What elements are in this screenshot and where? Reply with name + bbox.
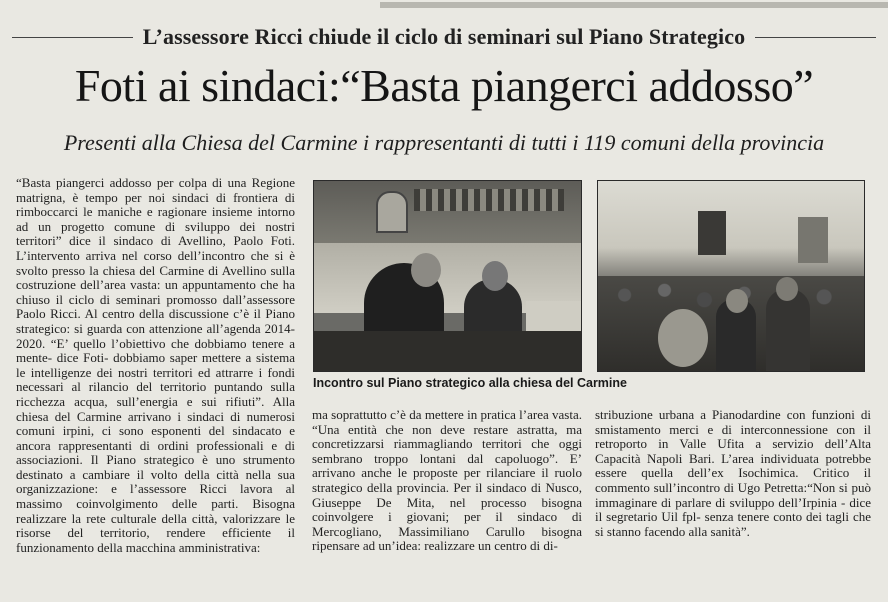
article-column-3: stribuzione urbana a Pianodardine con funzioni di smistamento merci e di interconnessione con il retroporto in Valle Ufita a servizio dell’Alta Capacità Napoli Bari. L’area individuata potrebbe essere quella dell’ex Isochimica. Critico il commento sull’incontro di Ugo Petretta:“Non si può immaginare di parlare di sviluppo dell’Irpinia - dice il segretario Uil fpl- senza tenere conto dei tagli che si stanno facendo alla sanità”. bbox=[595, 408, 871, 539]
top-rule bbox=[380, 2, 888, 8]
photo-speakers bbox=[313, 180, 582, 372]
kicker-rule-right bbox=[755, 37, 876, 38]
kicker: L’assessore Ricci chiude il ciclo di seminari sul Piano Strategico bbox=[142, 24, 746, 49]
headline: Foti ai sindaci:“Basta piangerci addosso” bbox=[74, 60, 814, 111]
photo-caption: Incontro sul Piano strategico alla chiesa del Carmine bbox=[313, 376, 627, 390]
article-column-1: “Basta piangerci addosso per colpa di una Regione matrigna, è tempo per noi sindaci di frontiera di rimboccarci le maniche e ragionare insieme intorno ad un progetto comune di sviluppo dei nostri territori” dice il sindaco di Avellino, Paolo Foti. L’intervento arriva nel corso dell’incontro che si è svolto presso la chiesa del Carmine di Avellino sulla costruzione dell’area vasta: un appuntamento che ha chiuso il ciclo di seminari promosso dall’assessore Paolo Ricci. Al centro della discussione c’è il Piano strategico: si guarda con attenzione all’agenda 2014-2020. “E’ quello l’obiettivo che dobbiamo tenere a mente- dice Foti- dobbiamo saper mettere a sistema le intelligenze dei nostri territori ed attrarre i fondi necessari al rilancio del territorio puntando sulla ricchezza acqua, sull’energia e sui rifiuti”. Alla chiesa del Carmine arrivano i sindaci di numerosi comuni irpini, ci sono esponenti del sindacato e ancora rappresentanti di ordini professionali e di associazioni. Il Piano strategico è uno strumento destinato a cambiare il volto della città nella sua organizzazione: e l’assessore Ricci lavora al massimo coinvolgimento delle parti. Bisogna realizzare la rete culturale della città, valorizzare le risorse del territorio, rendere efficiente il funzionamento della macchina amministrativa: bbox=[16, 176, 295, 555]
kicker-rule-left bbox=[12, 37, 133, 38]
subheadline: Presenti alla Chiesa del Carmine i rappresentanti di tutti i 119 comuni della provincia bbox=[63, 130, 825, 155]
kicker-line bbox=[0, 24, 888, 50]
photo-audience bbox=[597, 180, 865, 372]
article-column-2: ma soprattutto c’è da mettere in pratica l’area vasta. “Una entità che non deve restare astratta, ma concretizzarsi riammagliando territori che oggi sembrano troppo lontani dal capoluogo”. E’ arrivano anche le proposte per rilanciare il ruolo strategico della provincia. Per il sindaco di Nusco, Giuseppe De Mita, nel processo bisogna coinvolgere i giovani; per il sindaco di Mercogliano, Massimiliano Carullo bisogna ripensare ad un’idea: realizzare un centro di di- bbox=[312, 408, 582, 554]
